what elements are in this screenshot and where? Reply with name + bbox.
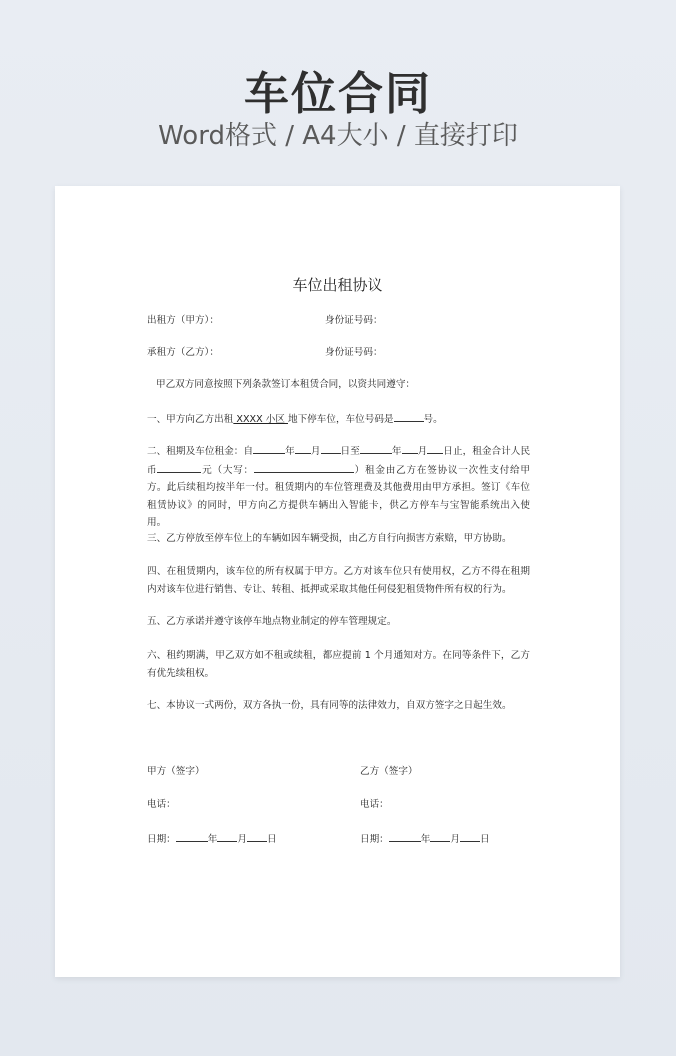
clause-2-text: 二、租期及车位租金：自: [147, 446, 254, 457]
clause-2-month: 月: [310, 446, 321, 457]
blank-start-year: [253, 442, 285, 454]
clause-1-text-2: 地下停车位，车位号码是: [287, 414, 394, 425]
party-a-date: [147, 830, 277, 847]
lessee-id-label: 身份证号码：: [325, 347, 383, 358]
date-year: 年: [207, 834, 218, 845]
banner-title: 车位合同: [243, 67, 432, 120]
clause-4: 四、在租赁期内，该车位的所有权属于甲方。乙方对该车位只有使用权，乙方不得在租期内对该车位进行销售、专让、转租、抵押或采取其他任何侵犯租赁物件所有权的行为。: [147, 566, 530, 595]
date-day: 日: [479, 834, 490, 845]
blank-month: [217, 830, 237, 842]
clause-2: [147, 442, 530, 532]
blank-amount-capital: [254, 461, 354, 473]
blank-start-month: [295, 442, 311, 454]
blank-start-day: [321, 442, 341, 454]
clause-1-text-3: 号。: [423, 414, 443, 425]
party-b-phone: 电话：: [360, 799, 389, 810]
blank-day: [247, 830, 267, 842]
clause-3: 三、乙方停放至停车位上的车辆如因车辆受损，由乙方自行向损害方索赔，甲方协助。: [147, 533, 512, 544]
date-month: 月: [237, 834, 247, 845]
clause-2-capital-text: 元（大写：: [201, 464, 254, 476]
blank-end-month: [402, 442, 418, 454]
clause-2-year-2: 年: [391, 446, 402, 457]
blank-end-day: [427, 442, 443, 454]
clause-6: 六、租约期满，甲乙双方如不租或续租，都应提前 1 个月通知对方。在同等条件下，乙方有优先续租权。: [147, 650, 530, 679]
document-title: 车位出租协议: [292, 276, 383, 294]
party-a-signature: 甲方（签字）: [147, 766, 205, 777]
banner: [0, 0, 676, 186]
lessor-id-label: 身份证号码：: [325, 315, 383, 326]
lessor-label: 出租方（甲方）：: [147, 315, 219, 326]
blank-day: [460, 830, 480, 842]
clause-1-text: 一、甲方向乙方出租: [147, 414, 234, 425]
clause-1-community: XXXX 小区: [233, 414, 288, 425]
banner-subtitle: Word格式 / A4大小 / 直接打印: [158, 121, 518, 151]
date-month: 月: [450, 834, 460, 845]
lessee-label: 承租方（乙方）：: [147, 347, 219, 358]
party-a-phone: 电话：: [147, 799, 176, 810]
clause-1: [147, 410, 443, 427]
date-label: 日期：: [360, 834, 389, 845]
party-b-date: [360, 830, 490, 847]
clause-7: 七、本协议一式两份，双方各执一份，具有同等的法律效力，自双方签字之日起生效。: [147, 700, 512, 711]
blank-year: [176, 830, 208, 842]
clause-5: 五、乙方承诺并遵守该停车地点物业制定的停车管理规定。: [147, 616, 397, 627]
blank-end-year: [360, 442, 392, 454]
clause-2-rest: ）租金由乙方在签协议一次性支付给甲方。此后续租均按半年一付。租赁期内的车位管理费及其他费用由甲方承担。签订《车位租赁协议》的同时，甲方向乙方提供车辆出入智能卡，供乙方停车与宝智能系统出入使用。: [147, 464, 531, 528]
clause-2-year: 年: [285, 446, 295, 457]
date-year: 年: [420, 834, 431, 845]
document-page: [55, 186, 620, 977]
clause-2-month-2: 月: [417, 446, 428, 457]
date-label: 日期：: [147, 834, 176, 845]
blank-space-no: [394, 410, 424, 422]
blank-amount: [157, 461, 201, 473]
clause-2-until: 日至: [340, 446, 360, 457]
party-b-signature: 乙方（签字）: [360, 766, 418, 777]
clause-2-amount-text: 日止，租金合计人民币: [147, 446, 531, 476]
blank-month: [430, 830, 450, 842]
date-day: 日: [266, 834, 277, 845]
intro-text: 甲乙双方同意按照下列条款签订本租赁合同，以资共同遵守：: [156, 379, 416, 390]
blank-year: [389, 830, 421, 842]
